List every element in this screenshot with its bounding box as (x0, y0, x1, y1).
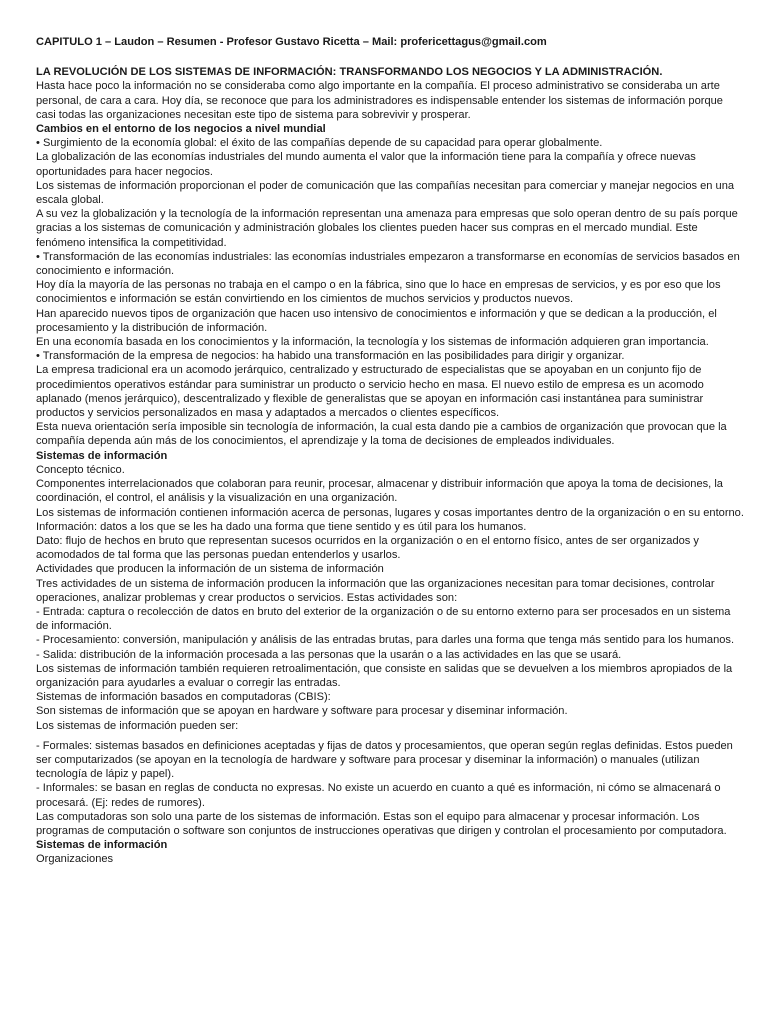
list-item-informal: - Informales: se basan en reglas de conducta no expresas. No existe un acuerdo en cuanto a qué es información, ni cómo se almacenará o procesará. (Ej: redes de rumores). (36, 782, 721, 809)
paragraph: Esta nueva orientación sería imposible sin tecnología de información, la cual esta dando pie a cambios de organización que provocan que la compañía dependa aún más de los conocimientos, el aprendizaje y la toma de decisiones de empleados individuales. (36, 421, 727, 448)
document-title: LA REVOLUCIÓN DE LOS SISTEMAS DE INFORMACIÓN: TRANSFORMANDO LOS NEGOCIOS Y LA ADMINISTRACIÓN. (36, 66, 663, 79)
document-header: CAPITULO 1 – Laudon – Resumen - Profesor Gustavo Ricetta – Mail: profericettagus@gmail.com (36, 36, 547, 48)
paragraph: Los sistemas de información proporcionan el poder de comunicación que las compañías necesitan para comerciar y manejar negocios en una escala global. (36, 179, 735, 207)
section-heading-information-systems: Sistemas de información (36, 449, 168, 462)
paragraph: Los sistemas de información pueden ser: (36, 719, 239, 732)
paragraph: Dato: flujo de hechos en bruto que representan sucesos ocurridos en la organización o en el entorno físico, antes de ser organizados y acomodados de tal forma que las personas puedan entenderlos y usarlos. (36, 534, 699, 562)
section-heading-global-changes: Cambios en el entorno de los negocios a nivel mundial (36, 123, 326, 136)
paragraph-intro: Hasta hace poco la información no se consideraba como algo importante en la compañía. El proceso administrativo se consideraba un arte personal, de cara a cara. Hoy día, se reconoce que para los administradores es indispensable entender los sistemas de información porque casi todas las organizaciones necesitan este tipo de sistema para sobrevivir y prosperar. (36, 80, 723, 121)
paragraph: Son sistemas de información que se apoyan en hardware y software para procesar y diseminar información. (36, 705, 568, 718)
paragraph: Concepto técnico. (36, 463, 125, 476)
paragraph: La empresa tradicional era un acomodo jerárquico, centralizado y estructurado de especialistas que se apoyaban en un conjunto fijo de procedimientos operativos estándar para suministrar un producto o servicio hecho en masa. El nuevo estilo de empresa es un acomodo aplanado (menos jerárquico), descentralizado y flexible de generalistas que se apoyan en información casi instantánea para suministrar productos y servicios personalizados en masa y adaptados a mercados o clientes específicos. (36, 364, 704, 420)
section-heading-information-systems-2: Sistemas de información (36, 839, 168, 852)
bullet-business-transformation: • Transformación de la empresa de negocios: ha habido una transformación en las posibilidades para dirigir y organizar. (36, 350, 625, 363)
paragraph: La globalización de las economías industriales del mundo aumenta el valor que la información tiene para la compañía y ofrece nuevas oportunidades para hacer negocios. (36, 151, 696, 178)
paragraph: Los sistemas de información contienen información acerca de personas, lugares y cosas importantes dentro de la organización o en su entorno. (36, 506, 744, 519)
list-item-processing: - Procesamiento: conversión, manipulación y análisis de las entradas brutas, para darles una forma que tenga más sentido para los humanos. (36, 634, 735, 647)
subheading-activities: Actividades que producen la información de un sistema de información (36, 563, 384, 576)
paragraph: Información: datos a los que se les ha dado una forma que tiene sentido y es útil para los humanos. (36, 520, 527, 533)
paragraph: Las computadoras son solo una parte de los sistemas de información. Estas son el equipo para almacenar y procesar información. Los programas de computación o software son conjuntos de instrucciones operativas que dirigen y controlan el procesamiento por computadora. (36, 810, 727, 837)
paragraph: Tres actividades de un sistema de información producen la información que las organizaciones necesitan para tomar decisiones, controlar operaciones, analizar problemas y crear productos o servicios. Estas actividades son: (36, 577, 715, 604)
paragraph: Los sistemas de información también requieren retroalimentación, que consiste en salidas que se devuelven a los miembros apropiados de la organización para ayudarles a evaluar o corregir las entradas. (36, 662, 733, 689)
list-item-output: - Salida: distribución de la información procesada a las personas que la usarán o a las actividades en las que se usará. (36, 648, 622, 661)
paragraph: Hoy día la mayoría de las personas no trabaja en el campo o en la fábrica, sino que lo hace en empresas de servicios, y es por eso que los conocimientos e información se están convirtiendo en los cimientos de muchos servicios y productos nuevos. (36, 279, 721, 306)
paragraph: Componentes interrelacionados que colaboran para reunir, procesar, almacenar y distribuir información que apoya la toma de decisiones, la coordinación, el control, el análisis y la visualización en una organización. (36, 478, 723, 505)
list-item-formal: - Formales: sistemas basados en definiciones aceptadas y fijas de datos y procesamientos, que operan según reglas definidas. Estos pueden ser computarizados (se apoyan en la tecnología de hardware y software para procesar y diseminar la información) o manuales (utilizan tecnología de lápiz y papel). (36, 739, 733, 781)
paragraph: A su vez la globalización y la tecnología de la información representan una amenaza para empresas que solo operan dentro de su país porque gracias a los sistemas de comunicación y administración globales los clientes pueden hacer sus compras en el mercado mundial. Este fenómeno intensifica la competitividad. (36, 208, 738, 249)
spacer (36, 49, 744, 65)
bullet-industrial-economies: • Transformación de las economías industriales: las economías industriales empezaron a transformarse en economías de servicios basados en conocimiento e información. (36, 250, 740, 278)
paragraph: Han aparecido nuevos tipos de organización que hacen uso intensivo de conocimientos e información y que se dedican a la producción, el procesamiento y la distribución de información. (36, 307, 717, 334)
list-item-input: - Entrada: captura o recolección de datos en bruto del exterior de la organización o de su entorno externo para ser procesados en un sistema de información. (36, 605, 731, 633)
paragraph-organizations: Organizaciones (36, 853, 114, 866)
subheading-cbis: Sistemas de información basados en computadoras (CBIS): (36, 691, 331, 704)
paragraph: En una economía basada en los conocimientos y la información, la tecnología y los sistemas de información adquieren gran importancia. (36, 336, 709, 349)
bullet-global-economy: • Surgimiento de la economía global: el éxito de las compañías depende de su capacidad para operar globalmente. (36, 137, 603, 150)
